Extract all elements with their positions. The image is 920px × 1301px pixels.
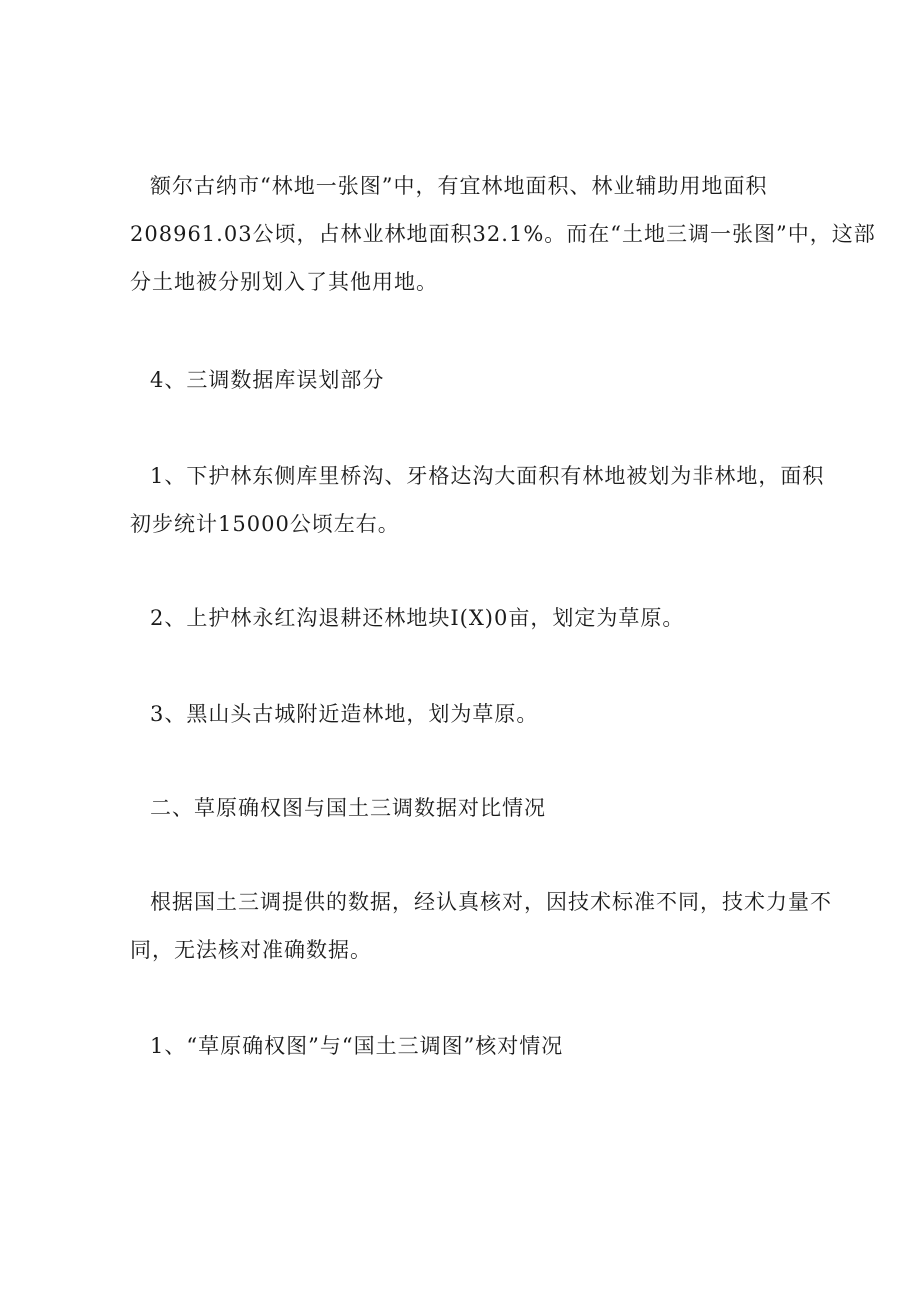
text-line: 初步统计15000公顷左右。 [130, 512, 400, 536]
heading-misclassified-section [130, 356, 830, 404]
paragraph-forest-area [130, 162, 876, 306]
heading-section-two [130, 784, 830, 832]
paragraph-item-1 [130, 452, 830, 548]
text-line: 2、上护林永红沟退耕还林地块I(X)0亩，划定为草原。 [150, 606, 685, 630]
heading-map-comparison [130, 1022, 830, 1070]
text-line: 208961.03公顷，占林业林地面积32.1%。而在“土地三调一张图”中，这部 [130, 222, 876, 246]
paragraph-item-2 [130, 594, 830, 642]
text-line: 同，无法核对准确数据。 [130, 938, 372, 962]
text-line: 1、“草原确权图”与“国土三调图”核对情况 [150, 1034, 564, 1058]
text-line: 3、黑山头古城附近造林地，划为草原。 [150, 702, 539, 726]
paragraph-item-3 [130, 690, 830, 738]
text-line: 4、三调数据库误划部分 [150, 368, 385, 392]
paragraph-data-verification [130, 878, 830, 974]
text-line: 额尔古纳市“林地一张图”中，有宜林地面积、林业辅助用地面积 [150, 174, 768, 198]
text-line: 1、下护林东侧库里桥沟、牙格达沟大面积有林地被划为非林地，面积 [150, 464, 825, 488]
text-line: 二、草原确权图与国土三调数据对比情况 [150, 796, 546, 820]
text-line: 分土地被分别划入了其他用地。 [130, 270, 438, 294]
text-line: 根据国土三调提供的数据，经认真核对，因技术标准不同，技术力量不 [150, 890, 832, 914]
